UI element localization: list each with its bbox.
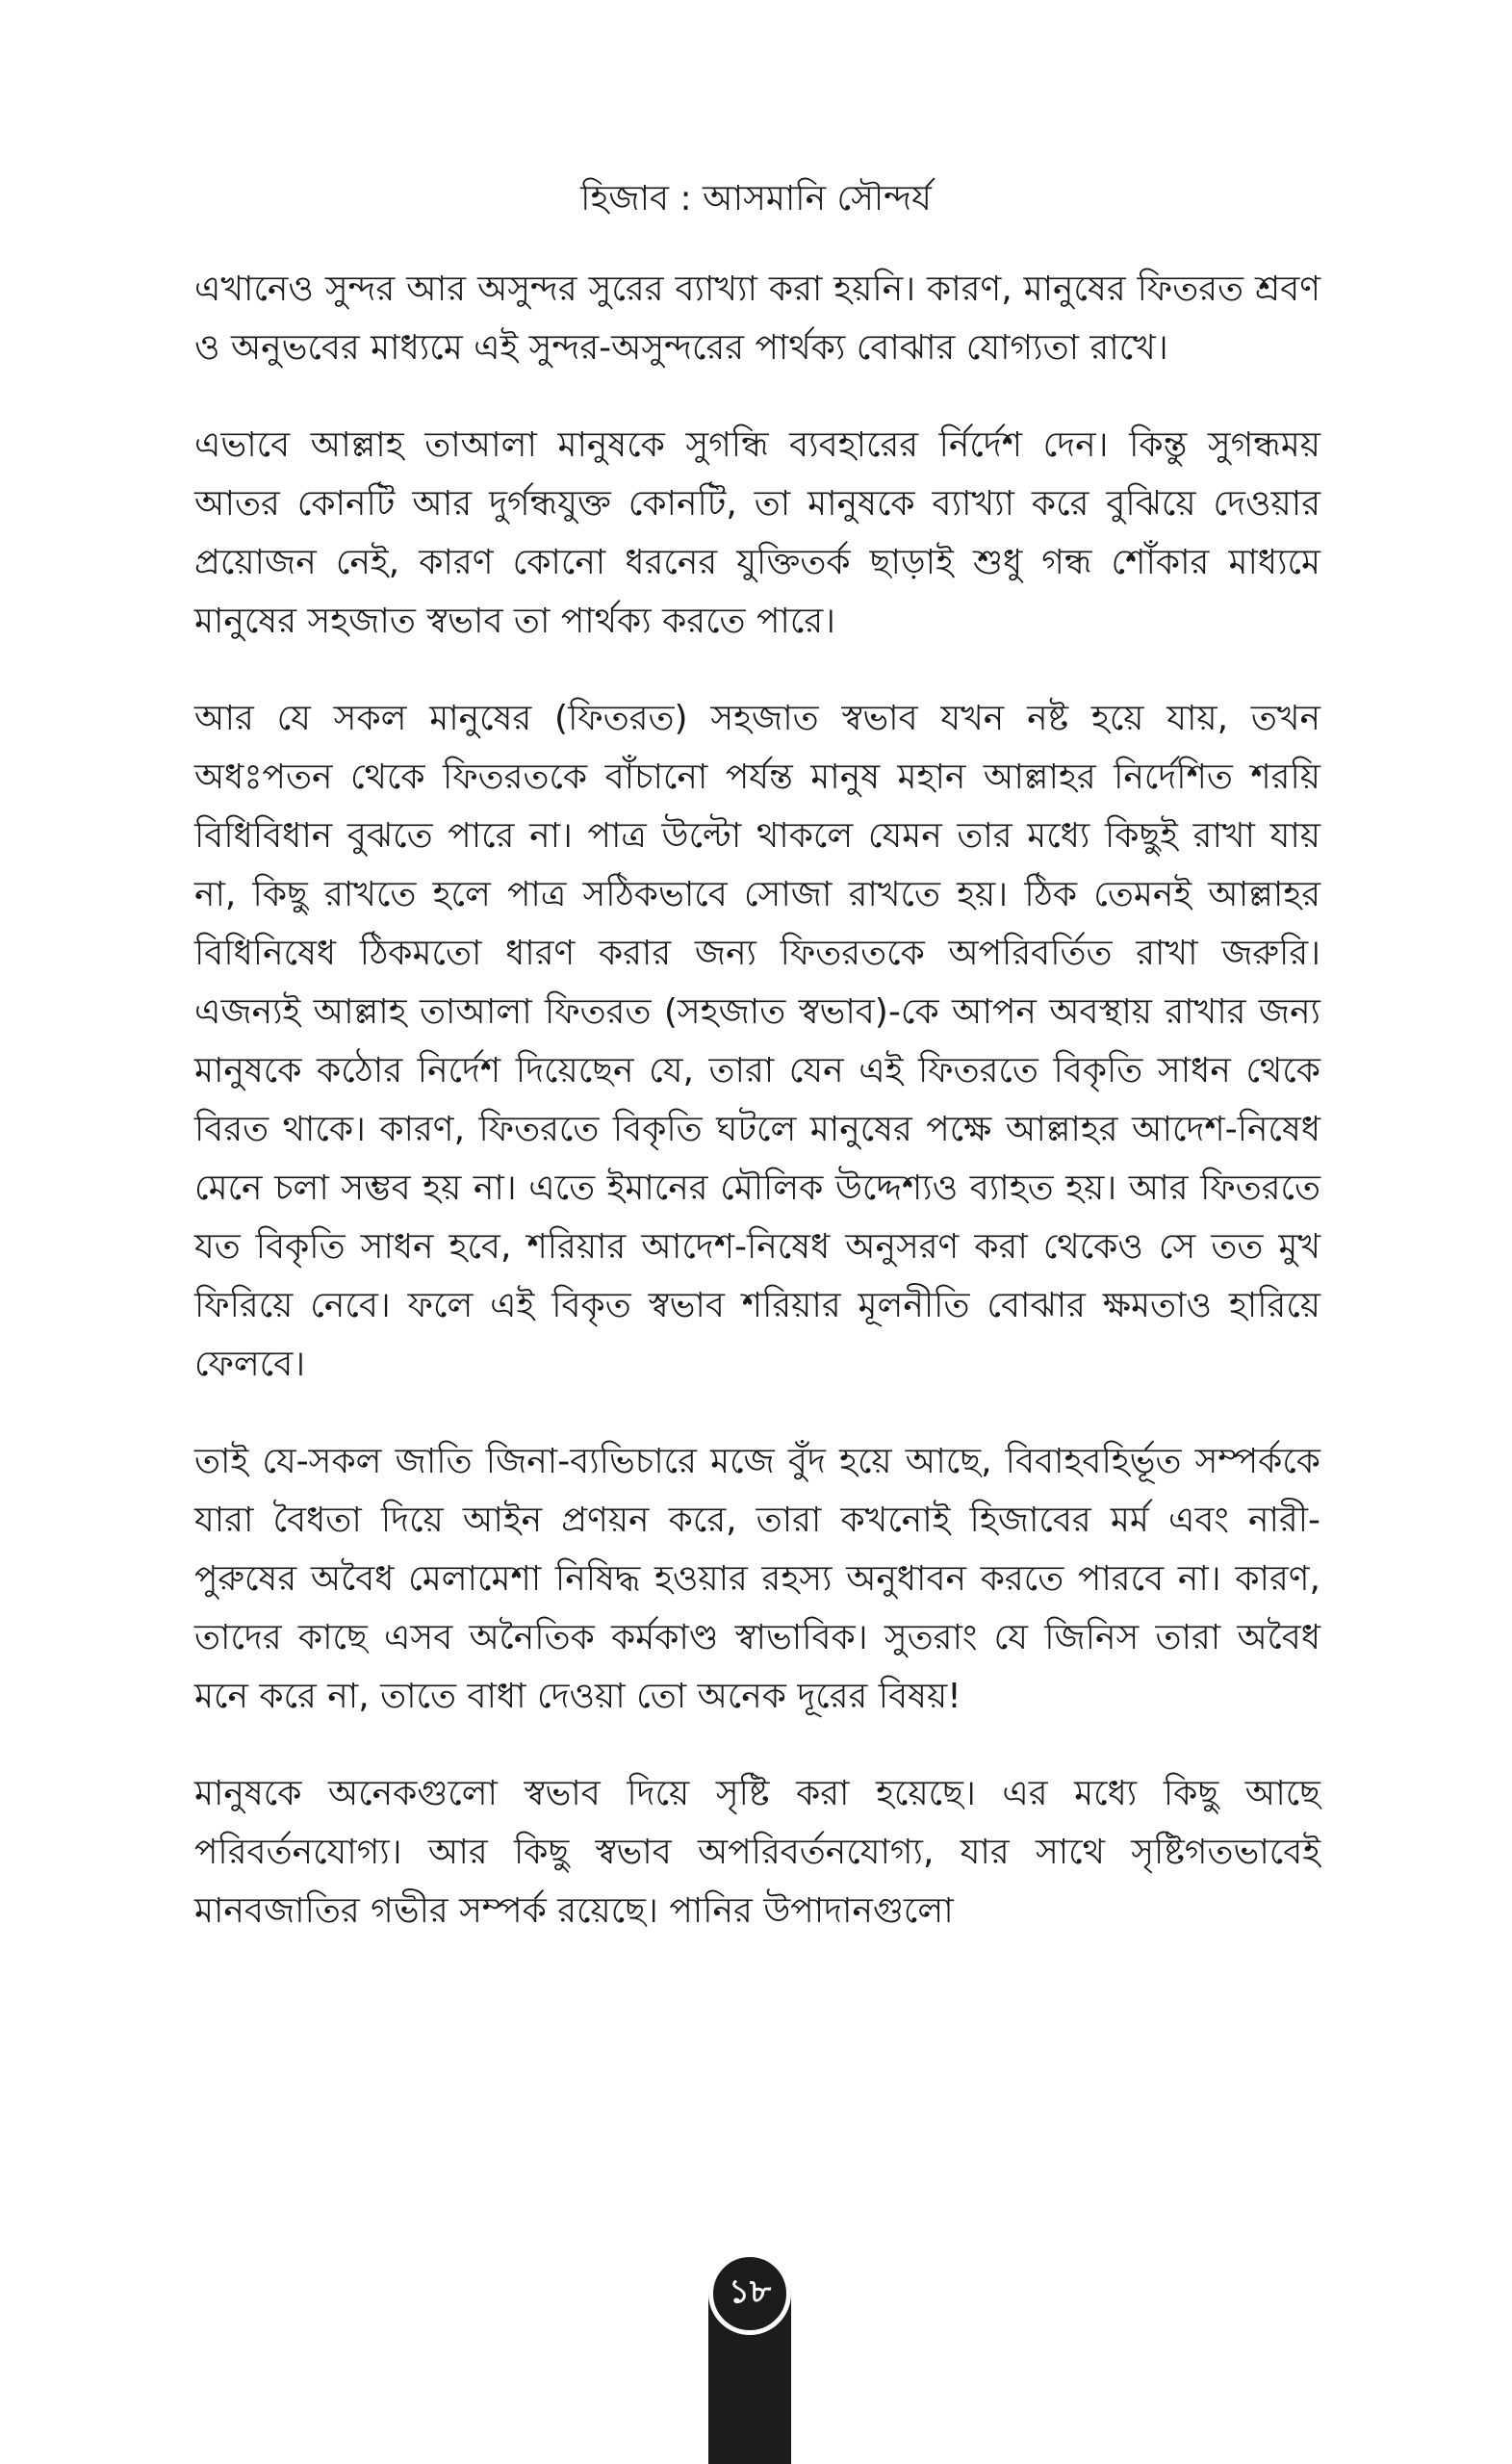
paragraph-1: এখানেও সুন্দর আর অসুন্দর সুরের ব্যাখ্যা করা হয়নি। কারণ, মানুষের ফিতরত শ্রবণ ও অনুভবের মাধ্যমে এই সুন্দর-অসুন্দরের পার্থক্য বোঝার যোগ্যতা রাখে। bbox=[194, 270, 1320, 368]
page-number: ১৮ bbox=[728, 2272, 772, 2311]
body-text bbox=[194, 260, 1320, 1979]
paragraph-4: তাই যে-সকল জাতি জিনা-ব্যভিচারে মজে বুঁদ হয়ে আছে, বিবাহবহির্ভূত সম্পর্ককে যারা বৈধতা দিয়ে আইন প্রণয়ন করে, তারা কখনোই হিজাবের মর্ম এবং নারী-পুরুষের অবৈধ মেলামেশা নিষিদ্ধ হওয়ার রহস্য অনুধাবন করতে পারবে না। কারণ, তাদের কাছে এসব অনৈতিক কর্মকাণ্ড স্বাভাবিক। সুতরাং যে জিনিস তারা অবৈধ মনে করে না, তাতে বাধা দেওয়া তো অনেক দূরের বিষয়! bbox=[194, 1442, 1320, 1716]
running-head-title: হিজাব : আসমানি সৌন্দর্য bbox=[580, 179, 932, 218]
paragraph-5: মানুষকে অনেকগুলো স্বভাব দিয়ে সৃষ্টি করা হয়েছে। এর মধ্যে কিছু আছে পরিবর্তনযোগ্য। আর কিছু স্বভাব অপরিবর্তনযোগ্য, যার সাথে সৃষ্টিগতভাবেই মানবজাতির গভীর সম্পর্ক রয়েছে। পানির উপাদানগুলো bbox=[194, 1774, 1320, 1931]
page-number-badge bbox=[708, 2252, 791, 2335]
paragraph-2: এভাবে আল্লাহ তাআলা মানুষকে সুগন্ধি ব্যবহারের র্নির্দেশ দেন। কিন্তু সুগন্ধময় আতর কোনটি আর দুর্গন্ধযুক্ত কোনটি, তা মানুষকে ব্যাখ্যা করে বুঝিয়ে দেওয়ার প্রয়োজন নেই, কারণ কোনো ধরনের যুক্তিতর্ক ছাড়াই শুধু গন্ধ শোঁকার মাধ্যমে মানুষের সহজাত স্বভাব তা পার্থক্য করতে পারে। bbox=[194, 425, 1320, 641]
paragraph-3: আর যে সকল মানুষের (ফিতরত) সহজাত স্বভাব যখন নষ্ট হয়ে যায়, তখন অধঃপতন থেকে ফিতরতকে বাঁচানো পর্যন্ত মানুষ মহান আল্লাহর নির্দেশিত শরয়ি বিধিবিধান বুঝতে পারে না। পাত্র উল্টো থাকলে যেমন তার মধ্যে কিছুই রাখা যায় না, কিছু রাখতে হলে পাত্র সঠিকভাবে সোজা রাখতে হয়। ঠিক তেমনই আল্লাহর বিধিনিষেধ ঠিকমতো ধারণ করার জন্য ফিতরতকে অপরিবর্তিত রাখা জরুরি। এজন্যই আল্লাহ তাআলা ফিতরত (সহজাত স্বভাব)-কে আপন অবস্থায় রাখার জন্য মানুষকে কঠোর নির্দেশ দিয়েছেন যে, তারা যেন এই ফিতরতে বিকৃতি সাধন থেকে বিরত থাকে। কারণ, ফিতরতে বিকৃতি ঘটলে মানুষের পক্ষে আল্লাহর আদেশ-নিষেধ মেনে চলা সম্ভব হয় না। এতে ইমানের মৌলিক উদ্দেশ্যও ব্যাহত হয়। আর ফিতরতে যত বিকৃতি সাধন হবে, শরিয়ার আদেশ-নিষেধ অনুসরণ করা থেকেও সে তত মুখ ফিরিয়ে নেবে। ফলে এই বিকৃত স্বভাব শরিয়ার মূলনীতি বোঝার ক্ষমতাও হারিয়ে ফেলবে। bbox=[194, 699, 1320, 1384]
